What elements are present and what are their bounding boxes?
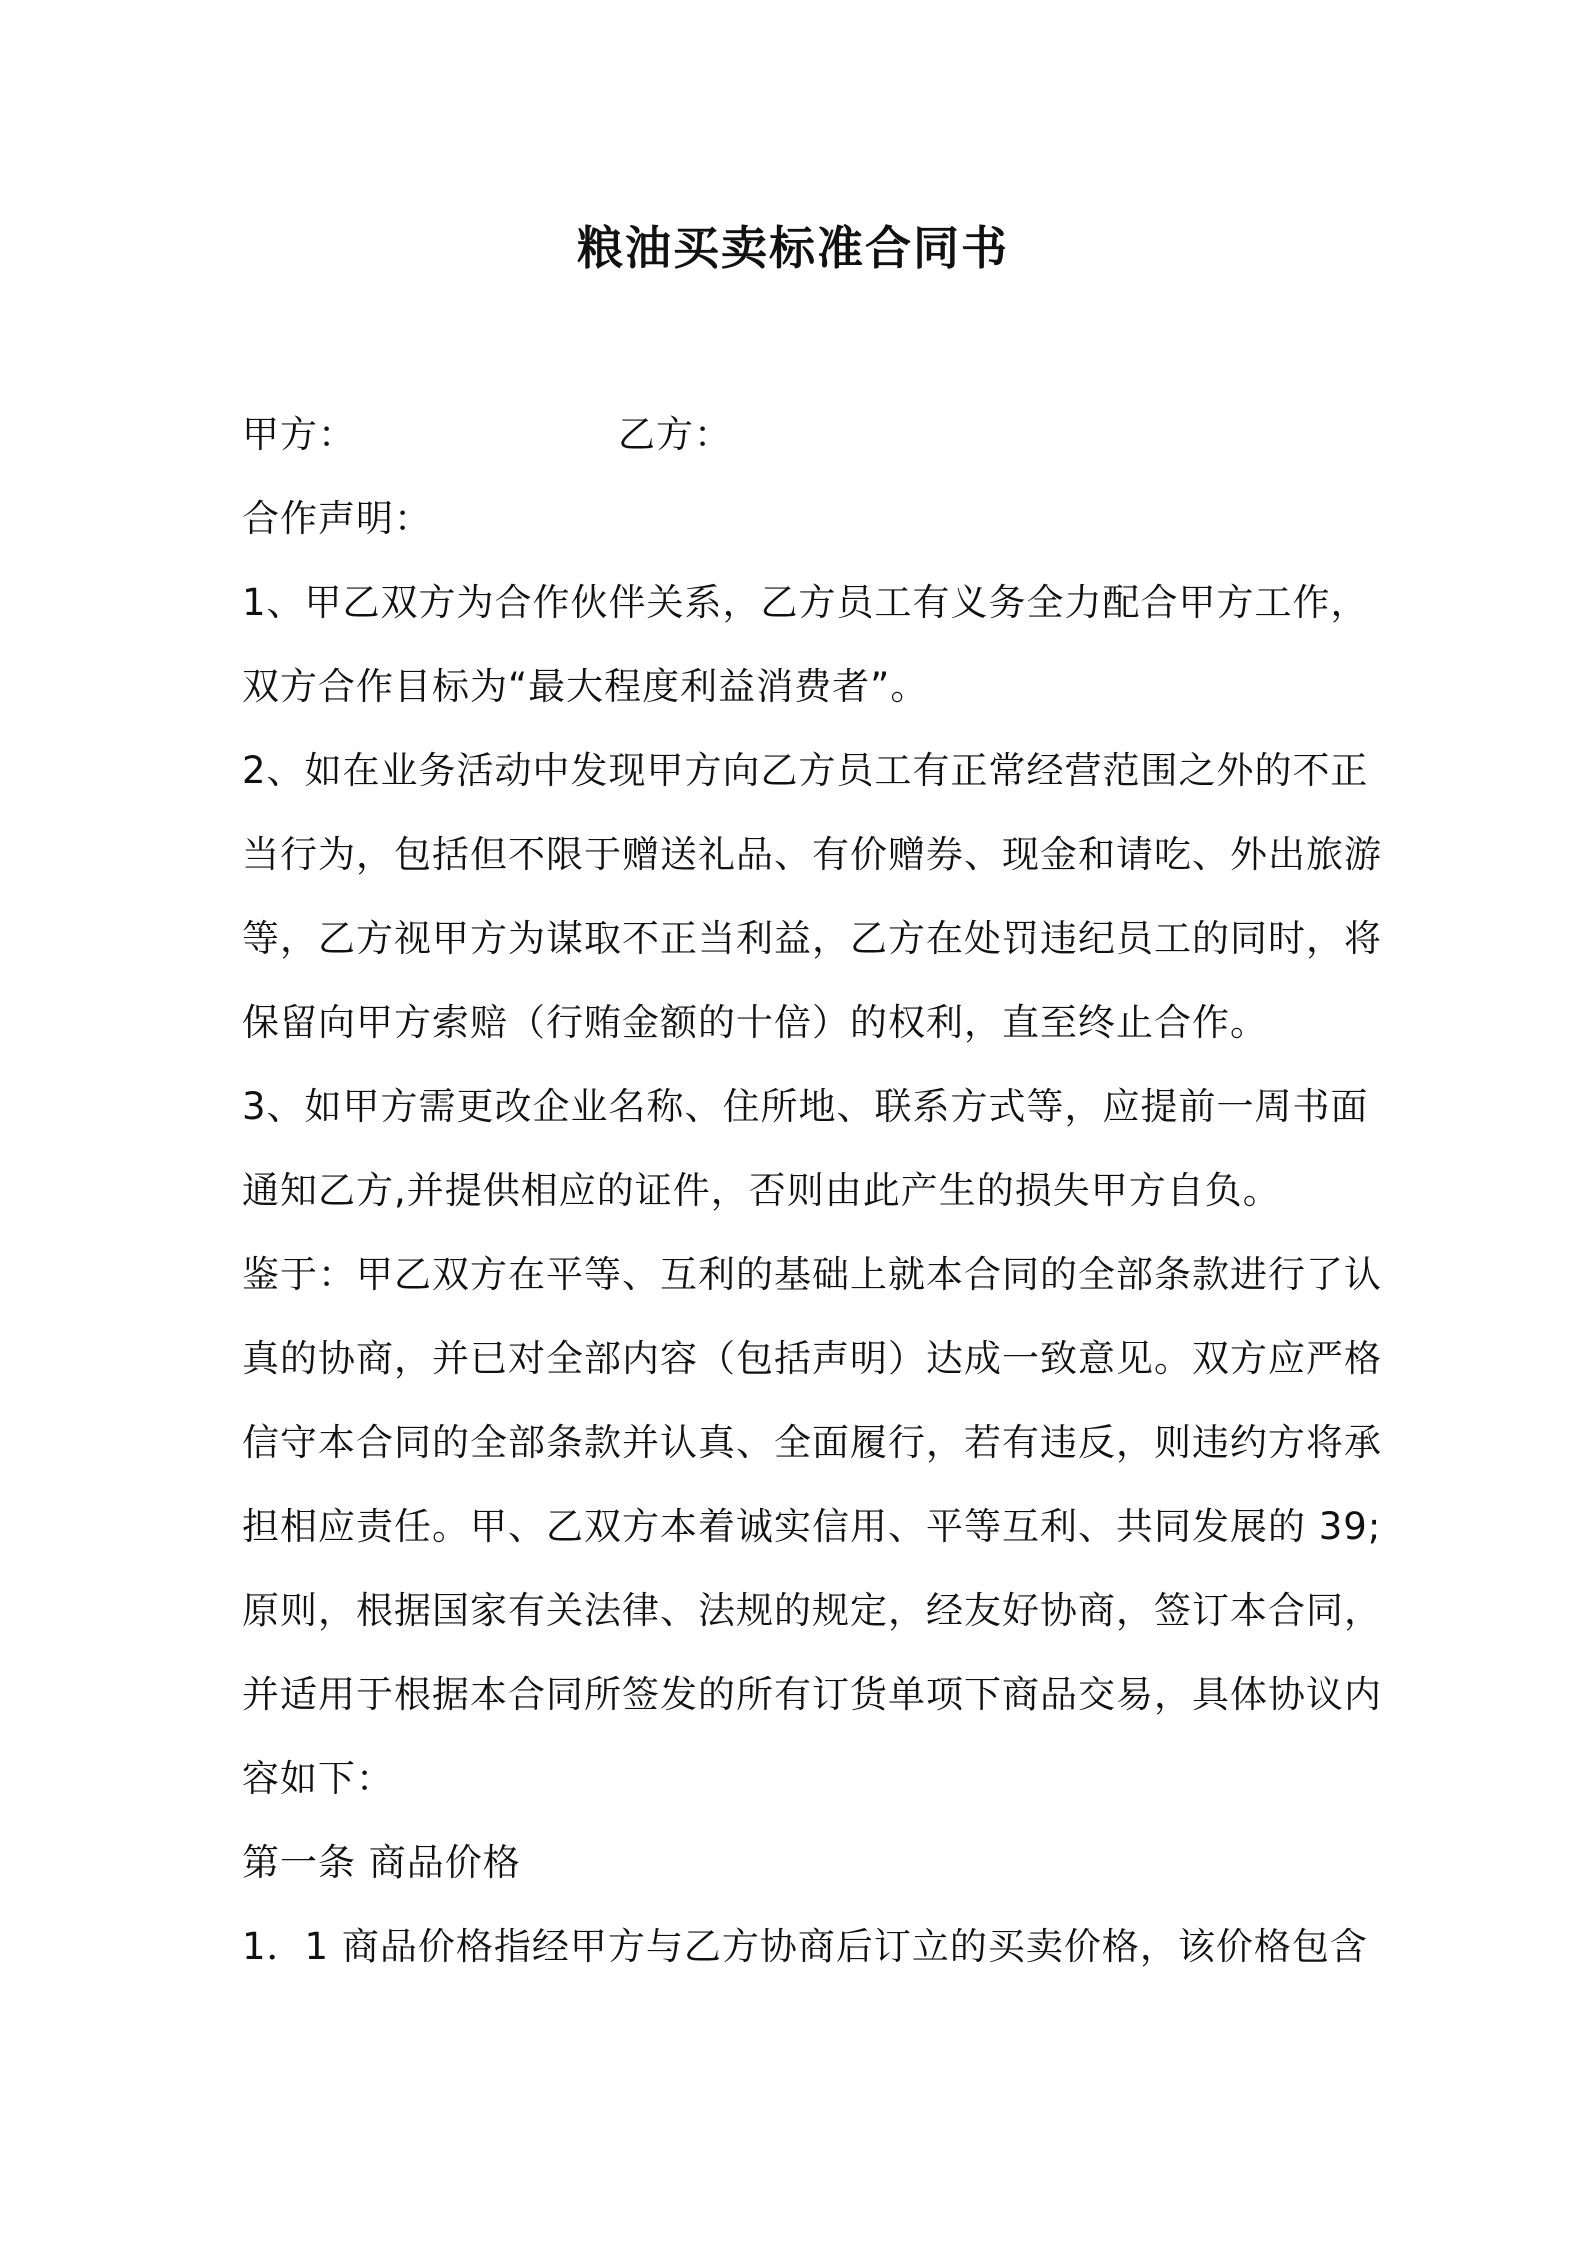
paragraph-line: 保留向甲方索赔（行贿金额的十倍）的权利，直至终止合作。	[242, 1001, 1268, 1044]
paragraph-line: 1、甲乙双方为合作伙伴关系，乙方员工有义务全力配合甲方工作，	[242, 581, 1369, 624]
paragraph-line: 2、如在业务活动中发现甲方向乙方员工有正常经营范围之外的不正	[242, 749, 1369, 792]
paragraph-line: 原则，根据国家有关法律、法规的规定，经友好协商，签订本合同，	[242, 1589, 1382, 1632]
party-b-label: 乙方：	[618, 413, 732, 456]
cooperation-statement-heading: 合作声明：	[242, 497, 432, 540]
paragraph-line: 通知乙方,并提供相应的证件，否则由此产生的损失甲方自负。	[242, 1169, 1281, 1212]
paragraph-line: 当行为，包括但不限于赠送礼品、有价赠券、现金和请吃、外出旅游	[242, 833, 1382, 876]
paragraph-line: 信守本合同的全部条款并认真、全面履行，若有违反，则违约方将承	[242, 1421, 1382, 1464]
paragraph-line: 鉴于：甲乙双方在平等、互利的基础上就本合同的全部条款进行了认	[242, 1253, 1382, 1296]
paragraph-line: 等，乙方视甲方为谋取不正当利益，乙方在处罚违纪员工的同时，将	[242, 917, 1382, 960]
paragraph-line: 3、如甲方需更改企业名称、住所地、联系方式等，应提前一周书面	[242, 1085, 1369, 1128]
document-title: 粮油买卖标准合同书	[577, 221, 1009, 275]
paragraph-line: 真的协商，并已对全部内容（包括声明）达成一致意见。双方应严格	[242, 1337, 1382, 1380]
party-a-label: 甲方：	[242, 413, 356, 456]
paragraph-line: 双方合作目标为“最大程度利益消费者”。	[242, 665, 929, 708]
paragraph-line: 担相应责任。甲、乙双方本着诚实信用、平等互利、共同发展的 39;	[242, 1505, 1382, 1548]
paragraph-line: 容如下：	[242, 1757, 394, 1800]
paragraph-line: 1．1 商品价格指经甲方与乙方协商后订立的买卖价格，该价格包含	[242, 1925, 1368, 1968]
paragraph-line: 并适用于根据本合同所签发的所有订货单项下商品交易，具体协议内	[242, 1673, 1382, 1716]
article-1-heading: 第一条 商品价格	[242, 1841, 521, 1884]
parties-row	[242, 410, 732, 460]
